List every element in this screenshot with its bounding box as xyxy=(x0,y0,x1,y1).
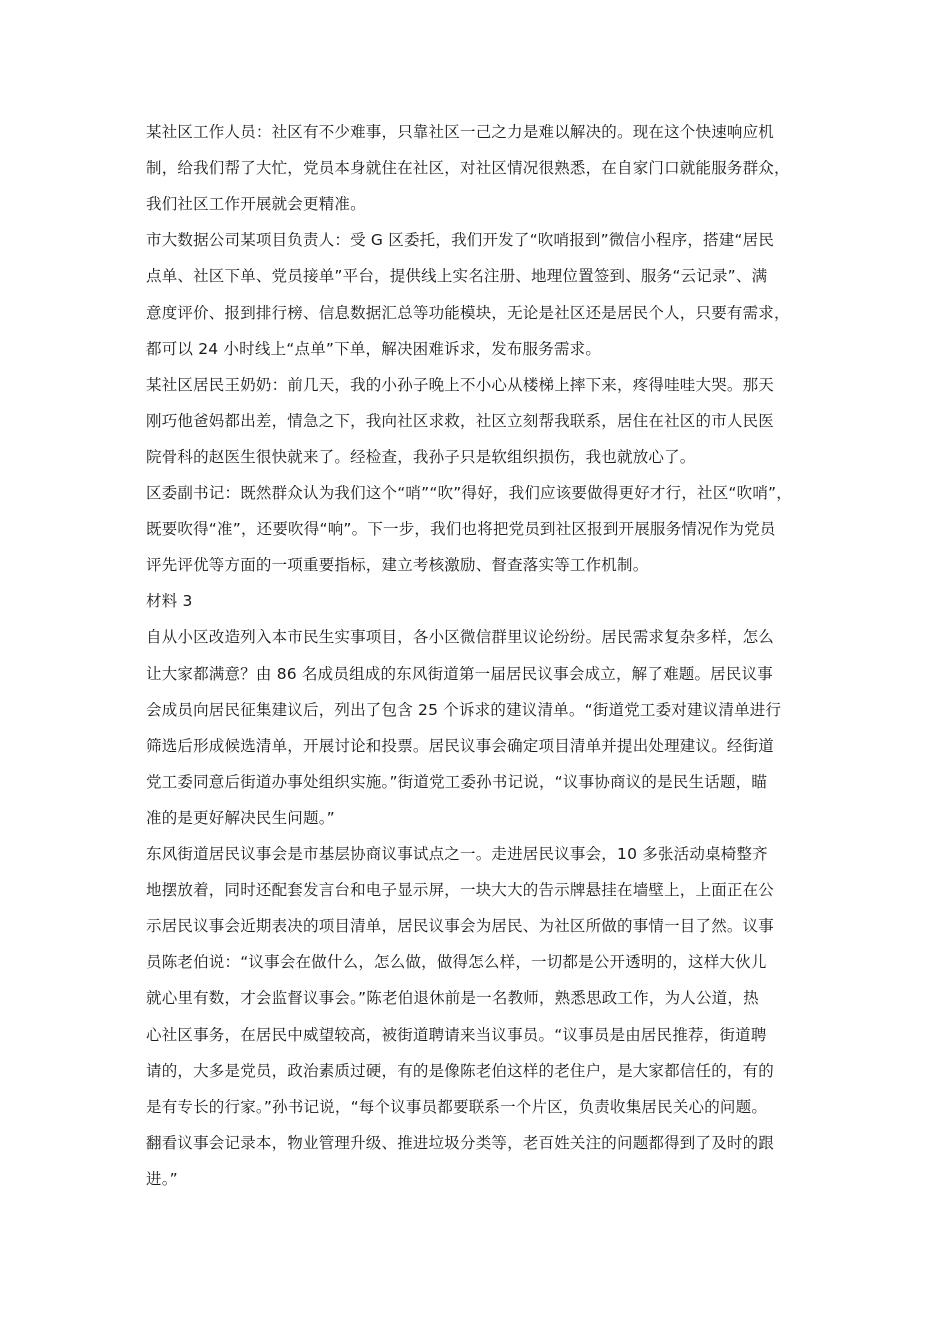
text-line: 点单、社区下单、党员接单”平台，提供线上实名注册、地理位置签到、服务“云记录”、满 xyxy=(146,267,768,285)
text-line: 会成员向居民征集建议后，列出了包含 25 个诉求的建议清单。“街道党工委对建议清单进行 xyxy=(146,701,782,719)
text-line: 自从小区改造列入本市民生实事项目，各小区微信群里议论纷纷。居民需求复杂多样，怎么 xyxy=(146,628,775,646)
text-line: 进。” xyxy=(146,1170,178,1188)
text-line: 让大家都满意？由 86 名成员组成的东风街道第一届居民议事会成立，解了难题。居民议事 xyxy=(146,665,773,683)
text-line: 评先评优等方面的一项重要指标，建立考核激励、督查落实等工作机制。 xyxy=(146,556,649,574)
text-line: 示居民议事会近期表决的项目清单，居民议事会为居民、为社区所做的事情一目了然。议事 xyxy=(146,917,775,935)
text-line: 材料 3 xyxy=(146,592,193,610)
text-line: 刚巧他爸妈都出差，情急之下，我向社区求救，社区立刻帮我联系，居住在社区的市人民医 xyxy=(146,412,775,430)
text-line: 就心里有数，才会监督议事会。”陈老伯退休前是一名教师，熟悉思政工作，为人公道，热 xyxy=(146,989,759,1007)
text-line: 地摆放着，同时还配套发言台和电子显示屏，一块大大的告示牌悬挂在墙壁上，上面正在公 xyxy=(146,881,775,899)
text-line: 筛选后形成候选清单，开展讨论和投票。居民议事会确定项目清单并提出处理建议。经街道 xyxy=(146,737,775,755)
text-line: 准的是更好解决民生问题。” xyxy=(146,809,335,827)
text-line: 党工委同意后街道办事处组织实施。”街道党工委孙书记说，“议事协商议的是民生话题，瞄 xyxy=(146,773,768,791)
text-line: 请的，大多是党员，政治素质过硬，有的是像陈老伯这样的老住户，是大家都信任的，有的 xyxy=(146,1062,775,1080)
text-line: 既要吹得“准”，还要吹得“响”。下一步，我们也将把党员到社区报到开展服务情况作为党员 xyxy=(146,520,776,538)
text-line: 心社区事务，在居民中威望较高，被街道聘请来当议事员。“议事员是由居民推荐，街道聘 xyxy=(146,1026,767,1044)
text-line: 某社区居民王奶奶：前几天，我的小孙子晚上不小心从楼梯上摔下来，疼得哇哇大哭。那天 xyxy=(146,376,775,394)
text-line: 东风街道居民议事会是市基层协商议事试点之一。走进居民议事会，10 多张活动桌椅整齐 xyxy=(146,845,768,863)
text-line: 员陈老伯说：“议事会在做什么，怎么做，做得怎么样，一切都是公开透明的，这样大伙儿 xyxy=(146,953,767,971)
text-line: 翻看议事会记录本，物业管理升级、推进垃圾分类等，老百姓关注的问题都得到了及时的跟 xyxy=(146,1134,775,1152)
text-line: 区委副书记：既然群众认为我们这个“哨”“吹”得好，我们应该要做得更好才行，社区“吹哨”， xyxy=(146,484,792,502)
text-line: 制，给我们帮了大忙，党员本身就住在社区，对社区情况很熟悉，在自家门口就能服务群众， xyxy=(146,159,790,177)
text-line: 我们社区工作开展就会更精准。 xyxy=(146,195,366,213)
text-line: 某社区工作人员：社区有不少难事，只靠社区一己之力是难以解决的。现在这个快速响应机 xyxy=(146,123,775,141)
text-line: 都可以 24 小时线上“点单”下单，解决困难诉求，发布服务需求。 xyxy=(146,340,602,358)
text-line: 意度评价、报到排行榜、信息数据汇总等功能模块，无论是社区还是居民个人，只要有需求， xyxy=(146,304,790,322)
text-line: 市大数据公司某项目负责人：受 G 区委托，我们开发了“吹哨报到”微信小程序，搭建“居民 xyxy=(146,231,775,249)
text-line: 是有专长的行家。”孙书记说，“每个议事员都要联系一个片区，负责收集居民关心的问题。 xyxy=(146,1098,768,1116)
text-line: 院骨科的赵医生很快就来了。经检查，我孙子只是软组织损伤，我也就放心了。 xyxy=(146,448,696,466)
